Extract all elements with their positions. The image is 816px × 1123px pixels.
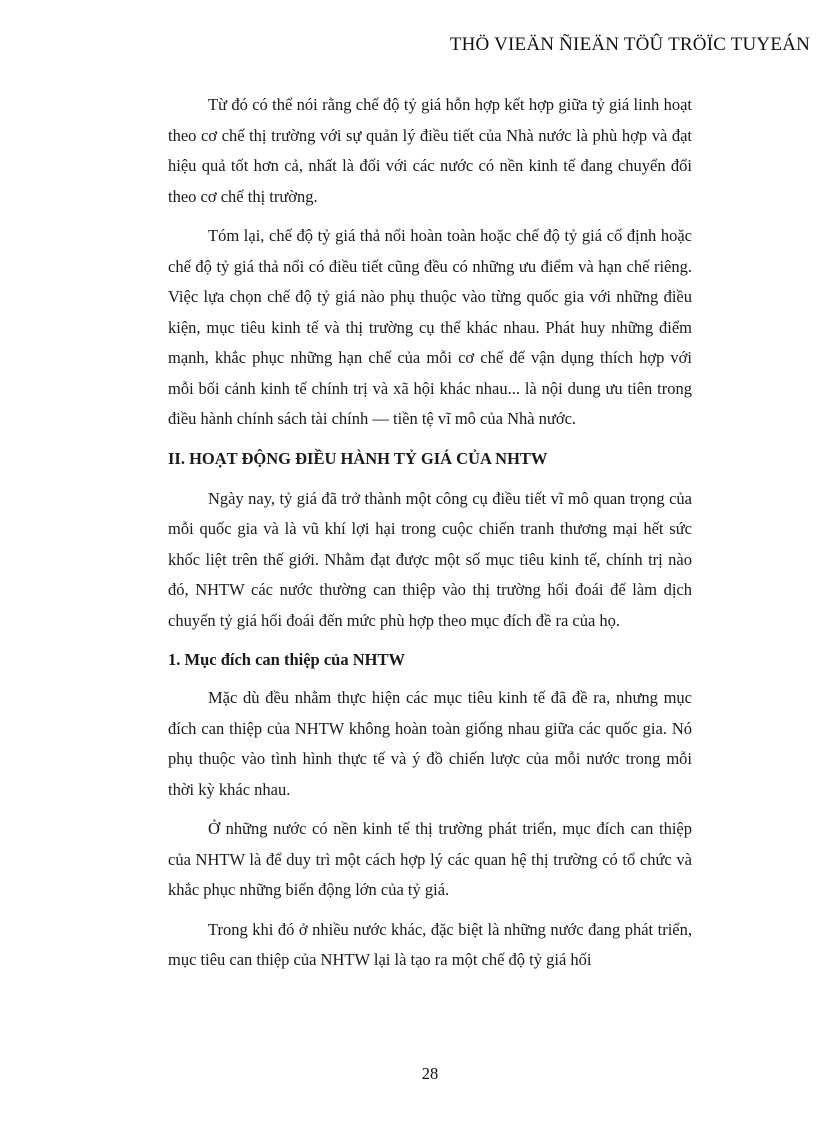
paragraph: Ở những nước có nền kinh tế thị trường phát triển, mục đích can thiệp của NHTW là để duy trì một cách hợp lý các quan hệ thị trường có tổ chức và khắc phục những biến động lớn của tỷ giá.	[168, 819, 692, 899]
sub-heading: 1. Mục đích can thiệp của NHTW	[168, 650, 405, 669]
paragraph: Mặc dù đều nhằm thực hiện các mục tiêu kinh tế đã đề ra, nhưng mục đích can thiệp của NHTW không hoàn toàn giống nhau giữa các quốc gia. Nó phụ thuộc vào tình hình thực tế và ý đồ chiến lược của mỗi nước trong mỗi thời kỳ khác nhau.	[168, 688, 692, 799]
paragraph: Tóm lại, chế độ tỷ giá thả nổi hoàn toàn hoặc chế độ tỷ giá cố định hoặc chế độ tỷ giá thả nổi có điều tiết cũng đều có những ưu điểm và hạn chế riêng. Việc lựa chọn chế độ tỷ giá nào phụ thuộc vào từng quốc gia với những điều kiện, mục tiêu kinh tế và thị trường cụ thể khác nhau. Phát huy những điểm mạnh, khắc phục những hạn chế của mỗi cơ chế để vận dụng thích hợp với mỗi bối cảnh kinh tế chính trị và xã hội khác nhau... là nội dung ưu tiên trong điều hành chính sách tài chính — tiền tệ vĩ mô của Nhà nước.	[168, 226, 692, 428]
running-header: THÖ VIEÄN ÑIEÄN TÖÛ TRÖÏC TUYEÁN	[449, 34, 810, 55]
section-heading: II. HOẠT ĐỘNG ĐIỀU HÀNH TỶ GIÁ CỦA NHTW	[168, 448, 548, 468]
paragraph: Từ đó có thể nói rằng chế độ tỷ giá hỗn hợp kết hợp giữa tỷ giá linh hoạt theo cơ chế thị trường với sự quản lý điều tiết của Nhà nước là phù hợp và đạt hiệu quả tốt hơn cả, nhất là đối với các nước có nền kinh tế đang chuyển đổi theo cơ chế thị trường.	[168, 95, 692, 206]
page-body	[168, 90, 692, 985]
page-number: 28	[421, 1064, 439, 1083]
paragraph: Trong khi đó ở nhiều nước khác, đặc biệt là những nước đang phát triển, mục tiêu can thiệp của NHTW lại là tạo ra một chế độ tỷ giá hối	[168, 919, 692, 969]
paragraph: Ngày nay, tỷ giá đã trở thành một công cụ điều tiết vĩ mô quan trọng của mỗi quốc gia và là vũ khí lợi hại trong cuộc chiến tranh thương mại hết sức khốc liệt trên thế giới. Nhằm đạt được một số mục tiêu kinh tế, chính trị nào đó, NHTW các nước thường can thiệp vào thị trường hối đoái để làm dịch chuyển tỷ giá hối đoái đến mức phù hợp theo mục đích đề ra của họ.	[168, 488, 692, 630]
